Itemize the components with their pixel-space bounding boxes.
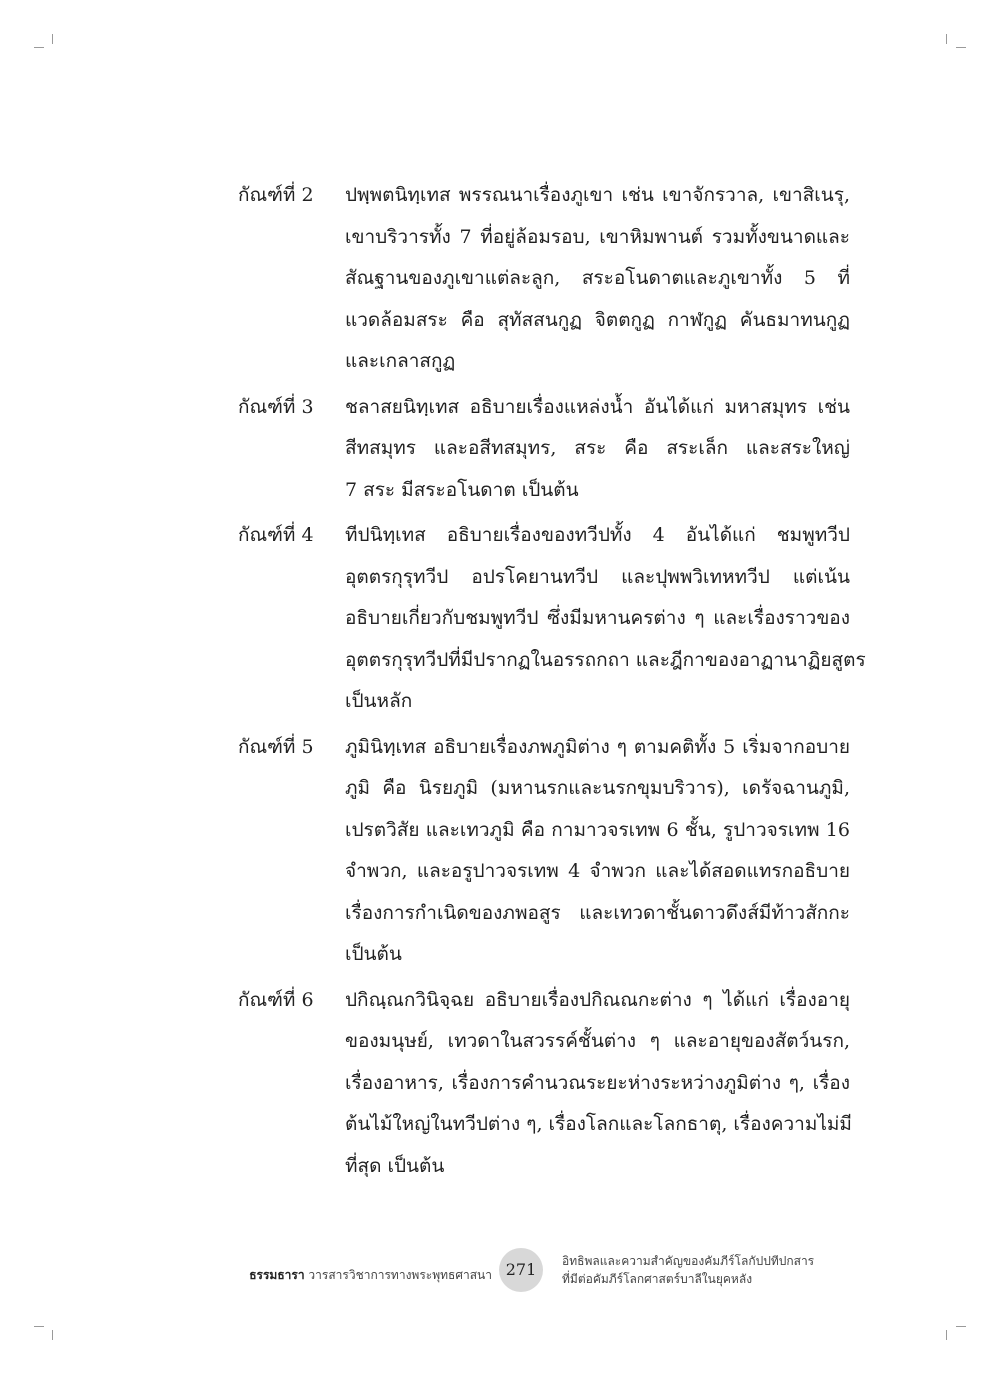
kanda-label: กัณฑ์ที่ 2 xyxy=(238,184,314,206)
text-line: เรื่องอาหาร, เรื่องการคำนวณระยะห่างระหว่างภูมิต่าง ๆ, เรื่อง xyxy=(345,1071,850,1094)
text-line: ปกิณฺณกวินิจฺฉย อธิบายเรื่องปกิณณกะต่าง ๆ ได้แก่ เรื่องอายุ xyxy=(345,988,850,1011)
kanda-description xyxy=(345,515,866,723)
article-title-line-1: อิทธิพลและความสำคัญของคัมภีร์โลกัปปทีปกสาร xyxy=(562,1254,815,1268)
kanda-label: กัณฑ์ที่ 4 xyxy=(238,524,314,546)
kanda-label: กัณฑ์ที่ 5 xyxy=(238,735,314,758)
text-line: อุตตรกุรุทวีป อปรโคยานทวีป และปุพพวิเทหทวีป แต่เน้น xyxy=(345,565,850,588)
kanda-description xyxy=(345,980,850,1188)
kanda-entry-4 xyxy=(238,515,866,723)
kanda-list xyxy=(238,175,866,1191)
kanda-entry-6 xyxy=(238,980,850,1188)
text-line: ของมนุษย์, เทวดาในสวรรค์ชั้นต่าง ๆ และอายุของสัตว์นรก, xyxy=(345,1030,850,1052)
text-line: ต้นไม้ใหญ่ในทวีปต่าง ๆ, เรื่องโลกและโลกธาตุ, เรื่องความไม่มี xyxy=(345,1113,852,1135)
crop-mark-bottom-right-h xyxy=(956,1326,966,1327)
page-number: 271 xyxy=(499,1248,543,1292)
page-footer xyxy=(0,1244,1000,1304)
text-line: ที่สุด เป็นต้น xyxy=(345,1154,445,1177)
text-line: และเกลาสกูฏ xyxy=(345,350,456,372)
kanda-entry-2 xyxy=(238,175,850,383)
text-line: ภูมินิทฺเทส อธิบายเรื่องภพภูมิต่าง ๆ ตามคติทั้ง 5 เริ่มจากอบาย xyxy=(345,735,850,758)
crop-mark-top-left-h xyxy=(34,47,44,48)
text-line: เรื่องการกำเนิดของภพอสูร และเทวดาชั้นดาวดึงส์มีท้าวสักกะ xyxy=(345,901,850,924)
journal-name: ธรรมธารา xyxy=(249,1268,305,1282)
text-line: จำพวก, และอรูปาวจรเทพ 4 จำพวก และได้สอดแทรกอธิบาย xyxy=(345,860,850,882)
kanda-entry-5 xyxy=(238,727,850,976)
journal-title xyxy=(249,1266,492,1285)
crop-mark-bottom-left-h xyxy=(34,1326,44,1327)
crop-mark-top-left-v xyxy=(52,34,53,44)
text-line: เขาบริวารทั้ง 7 ที่อยู่ล้อมรอบ, เขาหิมพานต์ รวมทั้งขนาดและ xyxy=(345,225,850,248)
kanda-label: กัณฑ์ที่ 6 xyxy=(238,988,314,1011)
article-title-line-2: ที่มีต่อคัมภีร์โลกศาสตร์บาลีในยุคหลัง xyxy=(562,1272,753,1286)
kanda-description xyxy=(345,175,850,383)
text-line: ปพฺพตนิทฺเทส พรรณนาเรื่องภูเขา เช่น เขาจักรวาล, เขาสิเนรุ, xyxy=(345,184,850,206)
text-line: เป็นหลัก xyxy=(345,690,413,712)
text-line: 7 สระ มีสระอโนดาต เป็นต้น xyxy=(345,478,579,501)
crop-mark-top-right-h xyxy=(956,47,966,48)
text-line: สัณฐานของภูเขาแต่ละลูก, สระอโนดาตและภูเขาทั้ง 5 ที่ xyxy=(345,267,850,289)
text-line: อุตตรกุรุทวีปที่มีปรากฏในอรรถกถา และฎีกาของอาฏานาฏิยสูตร xyxy=(345,648,866,671)
text-line: แวดล้อมสระ คือ สุทัสสนกูฏ จิตตกูฏ กาฬกูฏ คันธมาทนกูฏ xyxy=(345,308,850,331)
journal-subtitle: วารสารวิชาการทางพระพุทธศาสนา xyxy=(308,1268,492,1282)
text-line: สีทสมุทร และอสีทสมุทร, สระ คือ สระเล็ก และสระใหญ่ xyxy=(345,437,850,459)
kanda-entry-3 xyxy=(238,387,850,512)
text-line: ภูมิ คือ นิรยภูมิ (มหานรกและนรกขุมบริวาร), เดรัจฉานภูมิ, xyxy=(345,777,850,799)
kanda-description xyxy=(345,727,850,976)
text-line: อธิบายเกี่ยวกับชมพูทวีป ซึ่งมีมหานครต่าง ๆ และเรื่องราวของ xyxy=(345,607,850,629)
text-line: ชลาสยนิทฺเทส อธิบายเรื่องแหล่งน้ำ อันได้แก่ มหาสมุทร เช่น xyxy=(345,395,850,418)
crop-mark-bottom-right-v xyxy=(946,1330,947,1340)
text-line: ทีปนิทฺเทส อธิบายเรื่องของทวีปทั้ง 4 อันได้แก่ ชมพูทวีป xyxy=(345,524,850,546)
text-line: เป็นต้น xyxy=(345,943,402,965)
kanda-description xyxy=(345,387,850,512)
crop-mark-bottom-left-v xyxy=(52,1330,53,1340)
article-running-title xyxy=(562,1252,814,1288)
text-line: เปรตวิสัย และเทวภูมิ คือ กามาวจรเทพ 6 ชั้น, รูปาวจรเทพ 16 xyxy=(345,818,850,841)
kanda-label: กัณฑ์ที่ 3 xyxy=(238,395,314,418)
crop-mark-top-right-v xyxy=(946,34,947,44)
